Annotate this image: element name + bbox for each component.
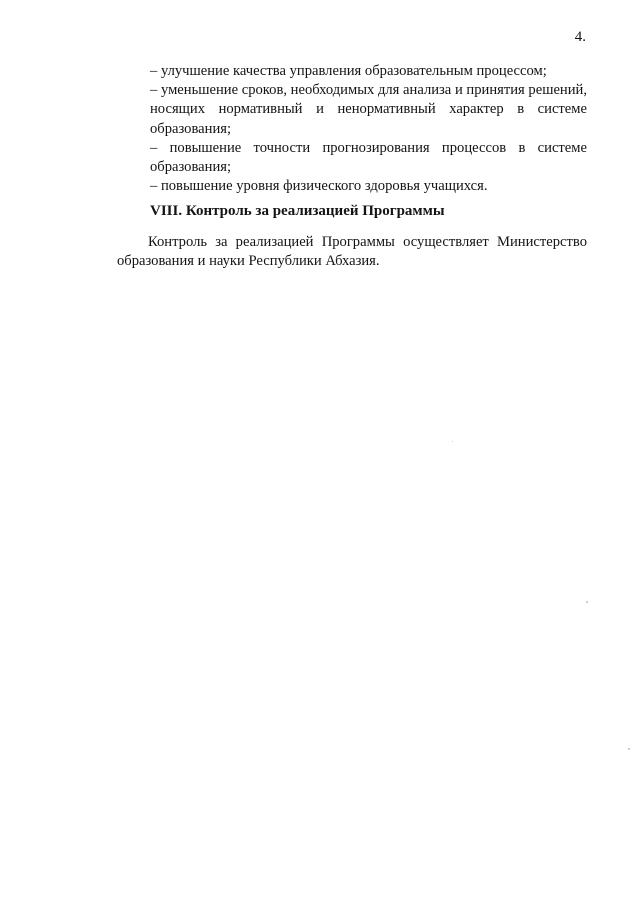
section-heading: VIII. Контроль за реализацией Программы	[150, 203, 445, 219]
scan-speck	[586, 601, 588, 603]
list-item: – уменьшение сроков, необходимых для анализа и принятия решений, носящих нормативный и ненормативный характер в системе образования;	[150, 82, 587, 137]
page-number: 4.	[574, 29, 586, 45]
bullet-list	[150, 62, 587, 196]
scan-speck	[628, 748, 630, 750]
body-paragraph: Контроль за реализацией Программы осуществляет Министерство образования и науки Республики Абхазия.	[117, 234, 587, 270]
list-item: – повышение уровня физического здоровья учащихся.	[150, 178, 488, 195]
list-item: – улучшение качества управления образовательным процессом;	[150, 63, 547, 79]
scan-speck	[452, 441, 453, 442]
list-item: – повышение точности прогнозирования процессов в системе образования;	[150, 139, 587, 176]
